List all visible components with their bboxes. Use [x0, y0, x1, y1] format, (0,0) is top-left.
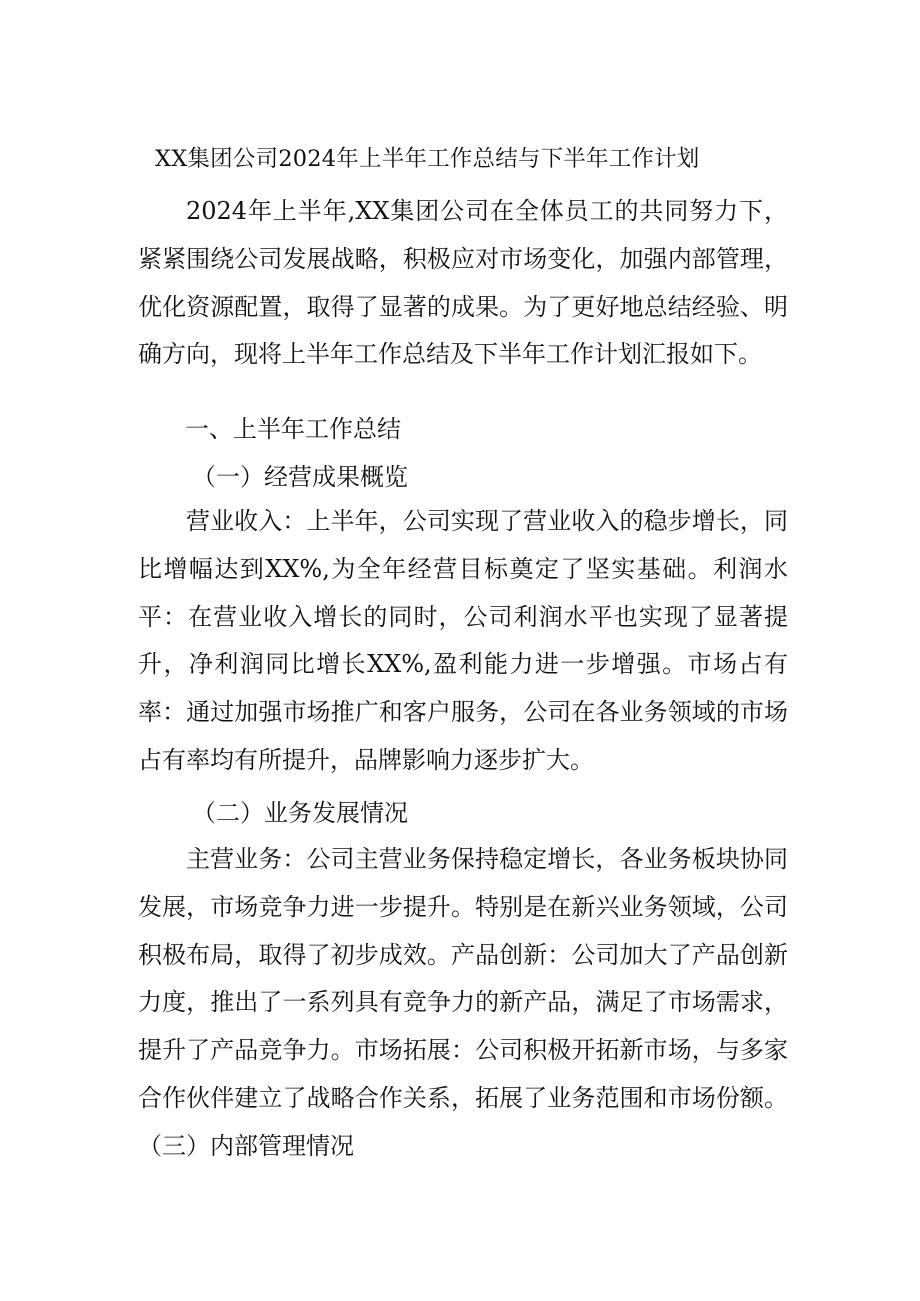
business-results-paragraph: 营业收入：上半年，公司实现了营业收入的稳步增长，同比增幅达到XX%,为全年经营目标奠定了坚实基础。利润水平：在营业收入增长的同时，公司利润水平也实现了显著提升，净利润同比增长XX%,盈利能力进一步增强。市场占有率：通过加强市场推广和客户服务，公司在各业务领域的市场占有率均有所提升，品牌影响力逐步扩大。 — [138, 507, 788, 774]
document-title: XX集团公司2024年上半年工作总结与下半年工作计划 — [155, 146, 700, 172]
subsection-heading-business-results: （一）经营成果概览 — [192, 463, 408, 491]
business-development-paragraph: 主营业务：公司主营业务保持稳定增长，各业务板块协同发展，市场竞争力进一步提升。特别是在新兴业务领域，公司积极布局，取得了初步成效。产品创新：公司加大了产品创新力度，推出了一系列具有竞争力的新产品，满足了市场需求，提升了产品竞争力。市场拓展：公司积极开拓新市场，与多家合作伙伴建立了战略合作关系，拓展了业务范围和市场份额。（三）内部管理情况 — [138, 845, 788, 1160]
intro-paragraph: 2024年上半年,XX集团公司在全体员工的共同努力下，紧紧围绕公司发展战略，积极应对市场变化，加强内部管理，优化资源配置，取得了显著的成果。为了更好地总结经验、明确方向，现将上半年工作总结及下半年工作计划汇报如下。 — [138, 197, 788, 369]
section-heading-first-half-summary: 一、上半年工作总结 — [185, 415, 401, 443]
subsection-heading-business-development: （二）业务发展情况 — [192, 799, 408, 827]
